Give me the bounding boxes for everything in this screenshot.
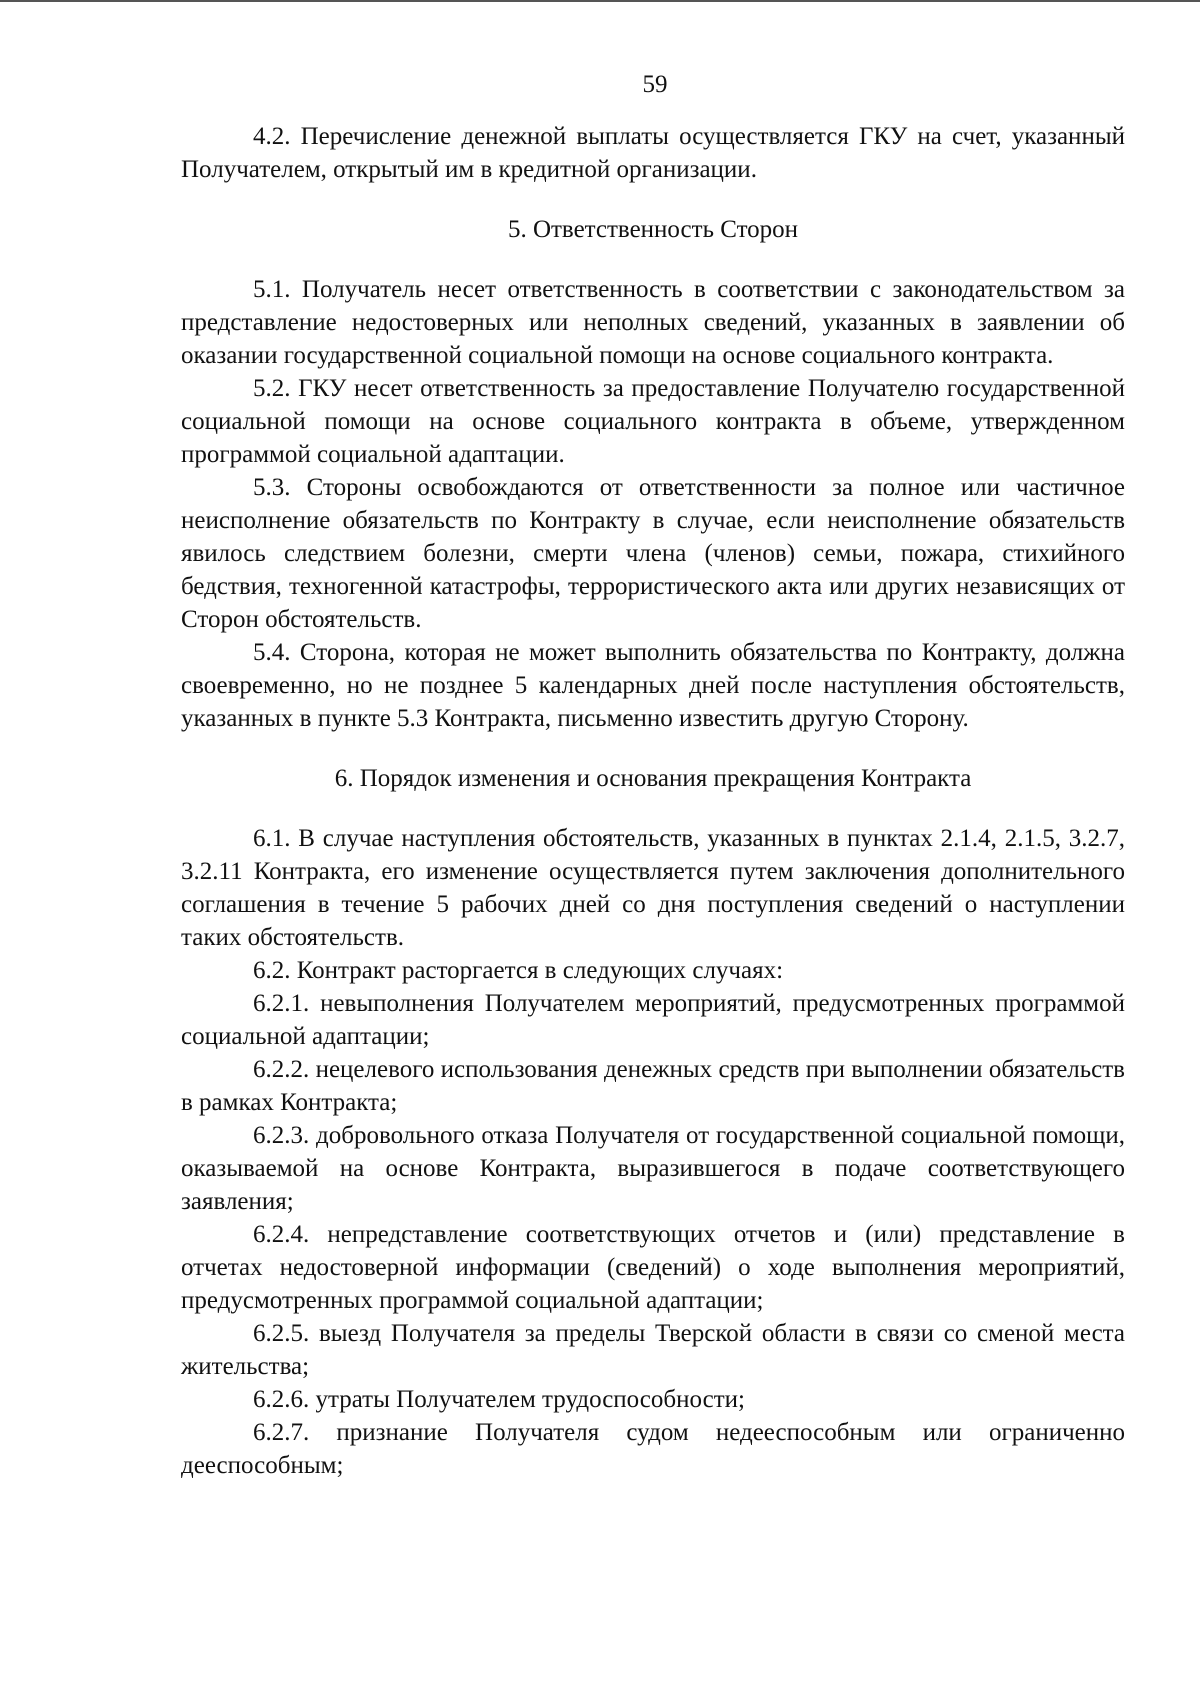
paragraph-4-2: 4.2. Перечисление денежной выплаты осуществляется ГКУ на счет, указанный Получателем, открытый им в кредитной организации. <box>181 123 1125 183</box>
paragraph-6-2-5: 6.2.5. выезд Получателя за пределы Тверской области в связи со сменой места жительства; <box>181 1320 1125 1380</box>
document-body <box>181 120 1125 1482</box>
paragraph-5-1: 5.1. Получатель несет ответственность в соответствии с законодательством за представление недостоверных или неполных сведений, указанных в заявлении об оказании государственной социальной помощи на основе социального контракта. <box>181 276 1125 369</box>
page-top-edge <box>0 0 1200 2</box>
section-5-title: 5. Ответственность Сторон <box>507 216 799 243</box>
paragraph-6-2-3: 6.2.3. добровольного отказа Получателя от государственной социальной помощи, оказываемой на основе Контракта, выразившегося в подаче соответствующего заявления; <box>181 1122 1125 1215</box>
paragraph-6-2-7: 6.2.7. признание Получателя судом недееспособным или ограниченно дееспособным; <box>181 1419 1125 1479</box>
page-number: 59 <box>642 71 668 98</box>
paragraph-6-2-2: 6.2.2. нецелевого использования денежных средств при выполнении обязательств в рамках Контракта; <box>181 1056 1125 1116</box>
paragraph-6-2-6: 6.2.6. утраты Получателем трудоспособности; <box>253 1386 745 1413</box>
paragraph-6-2-4: 6.2.4. непредставление соответствующих отчетов и (или) представление в отчетах недостоверной информации (сведений) о ходе выполнения мероприятий, предусмотренных программой социальной адаптации; <box>181 1221 1125 1314</box>
paragraph-5-3: 5.3. Стороны освобождаются от ответственности за полное или частичное неисполнение обязательств по Контракту в случае, если неисполнение обязательств явилось следствием болезни, смерти члена (членов) семьи, пожара, стихийного бедствия, техногенной катастрофы, террористического акта или других независящих от Сторон обстоятельств. <box>181 474 1125 633</box>
section-6-title: 6. Порядок изменения и основания прекращения Контракта <box>334 765 972 792</box>
paragraph-5-4: 5.4. Сторона, которая не может выполнить обязательства по Контракту, должна своевременно, но не позднее 5 календарных дней после наступления обстоятельств, указанных в пункте 5.3 Контракта, письменно известить другую Сторону. <box>181 639 1125 732</box>
paragraph-6-2-1: 6.2.1. невыполнения Получателем мероприятий, предусмотренных программой социальной адаптации; <box>181 990 1125 1050</box>
paragraph-6-1: 6.1. В случае наступления обстоятельств, указанных в пунктах 2.1.4, 2.1.5, 3.2.7, 3.2.11 Контракта, его изменение осуществляется путем заключения дополнительного соглашения в течение 5 рабочих дней со дня поступления сведений о наступлении таких обстоятельств. <box>181 825 1125 951</box>
paragraph-6-2: 6.2. Контракт расторгается в следующих случаях: <box>253 957 784 984</box>
paragraph-5-2: 5.2. ГКУ несет ответственность за предоставление Получателю государственной социальной помощи на основе социального контракта в объеме, утвержденном программой социальной адаптации. <box>181 375 1125 468</box>
